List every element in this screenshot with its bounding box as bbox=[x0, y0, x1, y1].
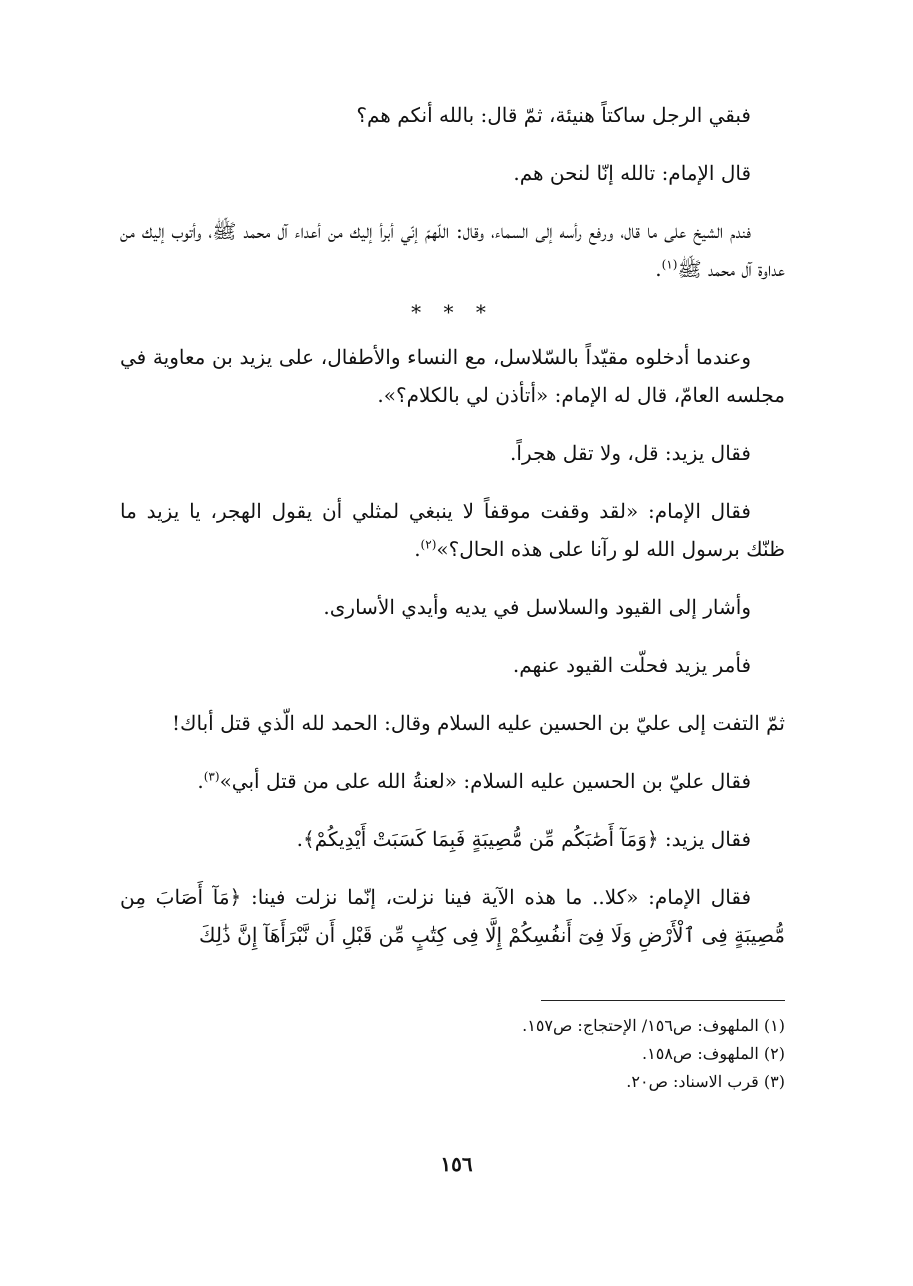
footnote-2: (٢) الملهوف: ص١٥٨. bbox=[642, 1044, 785, 1063]
page-number: ١٥٦ bbox=[440, 1152, 473, 1176]
footnote-divider bbox=[541, 1000, 785, 1001]
paragraph-10: فقال عليّ بن الحسين عليه السلام: «لعنةُ الله على من قتل أبي»$^{(٣)}$. bbox=[197, 769, 751, 793]
paragraph-10-text: فقال عليّ بن الحسين عليه السلام: «لعنةُ الله على من قتل أبي» bbox=[219, 769, 751, 793]
paragraph-6-text: فقال الإمام: «لقد وقفت موقفاً لا ينبغي لمثلي أن يقول الهجر، يا يزيد ما ظنّك برسول الله لو رآنا على هذه الحال؟» bbox=[120, 499, 785, 561]
footnote-mark-3: (٣) bbox=[203, 769, 220, 784]
footnotes bbox=[120, 1012, 785, 1096]
paragraph-7: وأشار إلى القيود والسلاسل في يديه وأيدي الأسارى. bbox=[323, 595, 751, 619]
paragraph-1: فبقي الرجل ساكتاً هنيئة، ثمّ قال: بالله أنكم هم؟ bbox=[356, 103, 751, 127]
paragraph-8: فأمر يزيد فحلّت القيود عنهم. bbox=[512, 653, 751, 677]
paragraph-4: وعندما أدخلوه مقيّداً بالسّلاسل، مع النساء والأطفال، على يزيد بن معاوية في مجلسه العامّ، قال له الإمام: «أتأذن لي بالكلام؟». bbox=[120, 345, 785, 407]
paragraph-12: فقال الإمام: «كلا.. ما هذه الآية فينا نزلت، إنّما نزلت فينا: ﴿مَآ أَصَابَ مِن مُّصِيبَةٍ فِى ٱلْأَرْضِ وَلَا فِىٓ أَنفُسِكُمْ إِلَّا فِى كِتَٰبٍ مِّن قَبْلِ أَن نَّبْرَأَهَآ إِنَّ ذَٰلِكَ bbox=[120, 885, 785, 947]
paragraph-5: فقال يزيد: قل، ولا تقل هجراً. bbox=[510, 441, 751, 465]
footnote-mark-2: (٢) bbox=[420, 537, 437, 552]
paragraph-9: ثمّ التفت إلى عليّ بن الحسين عليه السلام وقال: الحمد لله الّذي قتل أباك! bbox=[171, 711, 785, 735]
paragraph-3-text: فندم الشيخ على ما قال، ورفع رأسه إلى السماء، وقال: اللّهمّ إنّي أبرأ إليك من أعداء آل محمد ﷺ، وأتوب إليك من عداوة آل محمد ﷺ bbox=[120, 219, 785, 281]
paragraph-2: قال الإمام: تالله إنّا لنحن هم. bbox=[513, 161, 751, 185]
section-separator: * * * bbox=[411, 300, 494, 324]
footnote-1: (١) الملهوف: ص١٥٦/ الإحتجاج: ص١٥٧. bbox=[522, 1016, 785, 1035]
main-text bbox=[120, 96, 785, 974]
footnote-3: (٣) قرب الاسناد: ص٢٠. bbox=[626, 1072, 785, 1091]
paragraph-3: فندم الشيخ على ما قال، ورفع رأسه إلى السماء، وقال: اللّهمّ إنّي أبرأ إليك من أعداء آل محمد ﷺ، وأتوب إليك من عداوة آل محمد ﷺ$^{(١)}$. bbox=[120, 219, 785, 281]
paragraph-6: فقال الإمام: «لقد وقفت موقفاً لا ينبغي لمثلي أن يقول الهجر، يا يزيد ما ظنّك برسول الله لو رآنا على هذه الحال؟»$^{(٢)}$. bbox=[120, 499, 785, 561]
paragraph-11: فقال يزيد: ﴿وَمَآ أَصَٰبَكُم مِّن مُّصِيبَةٍ فَبِمَا كَسَبَتْ أَيْدِيكُمْ﴾. bbox=[296, 827, 751, 851]
footnote-mark-1: (١) bbox=[661, 257, 678, 272]
